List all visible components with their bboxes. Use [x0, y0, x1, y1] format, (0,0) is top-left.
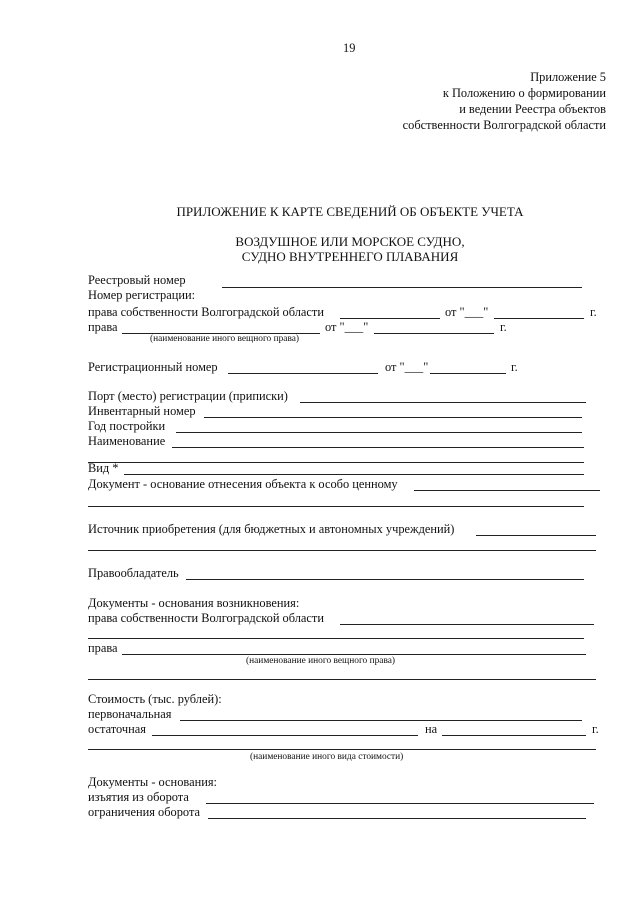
cost-residual-label: остаточная	[88, 722, 146, 736]
acquisition-source-field[interactable]	[476, 535, 596, 536]
ownership-date-field[interactable]	[494, 318, 584, 319]
appendix-line-3: и ведении Реестра объектов	[459, 102, 606, 116]
ownership-right-field[interactable]	[340, 318, 440, 319]
origin-docs-label: Документы - основания возникновения:	[88, 596, 300, 610]
registry-number-label: Реестровый номер	[88, 273, 186, 287]
origin-right-field[interactable]	[122, 654, 586, 655]
ownership-right-label: права собственности Волгоградской области	[88, 305, 324, 319]
restriction-label: ограничения оборота	[88, 805, 201, 819]
year-built-label: Год постройки	[88, 419, 166, 433]
page-title: ПРИЛОЖЕНИЕ К КАРТЕ СВЕДЕНИЙ ОБ ОБЪЕКТЕ УЧЕТА	[176, 204, 524, 219]
reg-number-label: Регистрационный номер	[88, 360, 218, 374]
reg-year-suffix: г.	[511, 360, 518, 374]
withdrawal-label: изъятия из оборота	[88, 790, 189, 804]
origin-right-hint: (наименование иного вещного права)	[246, 656, 396, 666]
base-docs-label: Документы - основания:	[88, 775, 217, 789]
registry-number-field[interactable]	[222, 287, 582, 288]
cost-hint: (наименование иного вида стоимости)	[250, 752, 404, 762]
cost-date-field[interactable]	[442, 735, 586, 736]
registration-number-label: Номер регистрации:	[88, 288, 196, 302]
inventory-number-field[interactable]	[204, 417, 582, 418]
right-label: права	[88, 320, 118, 334]
withdrawal-field[interactable]	[206, 803, 594, 804]
right-holder-field[interactable]	[186, 579, 584, 580]
kind-field[interactable]	[124, 474, 584, 475]
ownership-year-suffix: г.	[590, 305, 597, 319]
valuable-doc-label: Документ - основание отнесения объекта к особо ценному	[88, 477, 398, 491]
right-date-field[interactable]	[374, 333, 494, 334]
inventory-number-label: Инвентарный номер	[88, 404, 196, 418]
cost-initial-label: первоначальная	[88, 707, 172, 721]
page-number: 19	[343, 41, 356, 55]
valuable-doc-field-line-2[interactable]	[88, 506, 584, 507]
acquisition-source-field-line-2[interactable]	[88, 550, 596, 551]
appendix-line-1: Приложение 5	[530, 70, 606, 84]
name-field-line-2[interactable]	[88, 462, 584, 463]
name-label: Наименование	[88, 434, 166, 448]
reg-number-field[interactable]	[228, 373, 378, 374]
port-field[interactable]	[300, 402, 586, 403]
ownership-date-prefix: от "___"	[445, 305, 489, 319]
valuable-doc-field[interactable]	[414, 490, 600, 491]
origin-ownership-field[interactable]	[340, 624, 594, 625]
cost-year-suffix: г.	[592, 722, 599, 736]
reg-date-field[interactable]	[430, 373, 506, 374]
subtitle-1: ВОЗДУШНОЕ ИЛИ МОРСКОЕ СУДНО,	[235, 234, 465, 249]
right-date-prefix: от "___"	[325, 320, 369, 334]
subtitle-2: СУДНО ВНУТРЕННЕГО ПЛАВАНИЯ	[241, 249, 459, 264]
cost-label: Стоимость (тыс. рублей):	[88, 692, 222, 706]
right-holder-label: Правообладатель	[88, 566, 179, 580]
cost-other-field[interactable]	[88, 749, 596, 750]
year-built-field[interactable]	[176, 432, 582, 433]
restriction-field[interactable]	[208, 818, 586, 819]
right-year-suffix: г.	[500, 320, 507, 334]
origin-ownership-field-line-2[interactable]	[88, 638, 584, 639]
port-label: Порт (место) регистрации (приписки)	[88, 389, 288, 403]
origin-right-label: права	[88, 641, 118, 655]
reg-date-prefix: от "___"	[385, 360, 429, 374]
cost-on-label: на	[425, 722, 438, 736]
kind-label: Вид *	[88, 461, 119, 475]
origin-right-field-line-2[interactable]	[88, 679, 596, 680]
appendix-line-4: собственности Волгоградской области	[402, 118, 606, 132]
cost-initial-field[interactable]	[180, 720, 582, 721]
cost-residual-field[interactable]	[152, 735, 418, 736]
acquisition-source-label: Источник приобретения (для бюджетных и автономных учреждений)	[88, 522, 455, 536]
name-field[interactable]	[172, 447, 584, 448]
origin-ownership-label: права собственности Волгоградской области	[88, 611, 324, 625]
other-right-hint: (наименование иного вещного права)	[150, 334, 300, 344]
appendix-line-2: к Положению о формировании	[442, 86, 606, 100]
